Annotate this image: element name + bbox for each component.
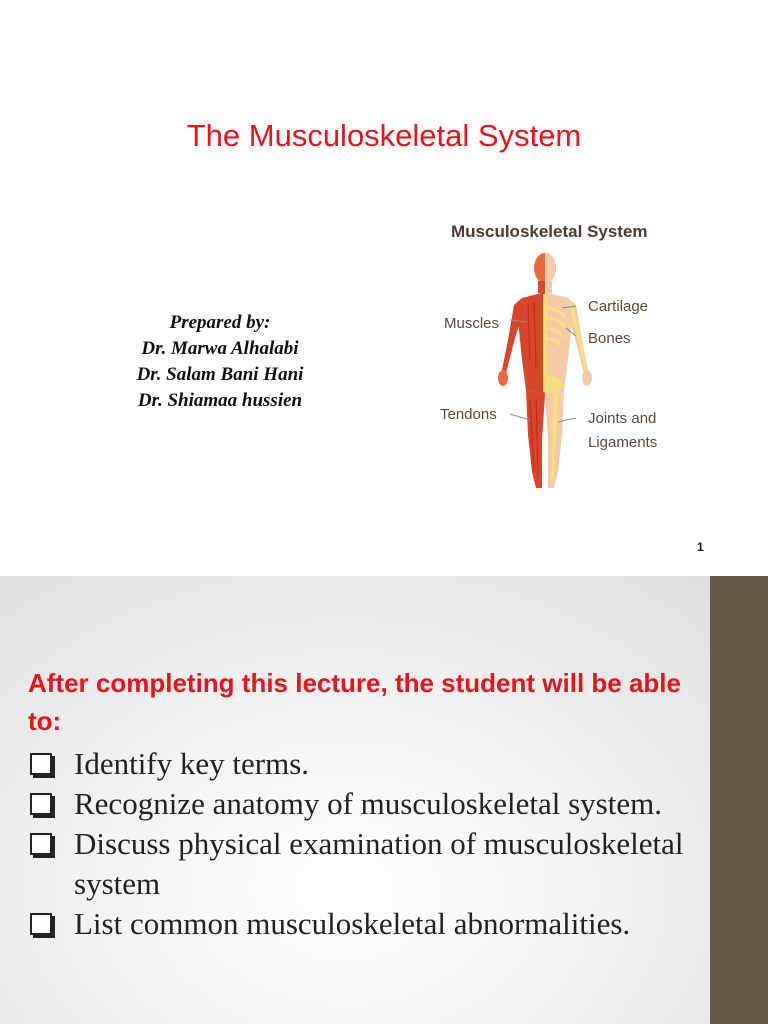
list-item: [28, 744, 688, 784]
label-cartilage: Cartilage: [588, 298, 649, 315]
slide-title: The Musculoskeletal System: [186, 118, 582, 153]
objectives-slide: [0, 576, 768, 1024]
author-1: Dr. Marwa Alhalabi: [141, 338, 299, 359]
label-joints-line1: Joints and: [588, 410, 657, 427]
body-illustration: [430, 210, 690, 500]
list-item-text: Discuss physical examination of musculoskeletal system: [74, 826, 684, 901]
figure-title: Musculoskeletal System: [451, 222, 648, 241]
list-item: [28, 824, 688, 904]
label-muscles: Muscles: [444, 315, 500, 332]
label-tendons: Tendons: [440, 406, 497, 423]
checkbox-bullet-icon: [30, 913, 52, 935]
objectives-heading: After completing this lecture, the student will be able to:: [28, 668, 681, 736]
checkbox-bullet-icon: [30, 833, 52, 855]
author-3: Dr. Shiamaa hussien: [137, 390, 303, 411]
list-item-text: Identify key terms.: [74, 746, 310, 781]
sidebar-accent: [710, 576, 768, 1024]
objectives-list: [28, 744, 688, 944]
musculoskeletal-figure: [430, 210, 690, 500]
list-item-text: List common musculoskeletal abnormalities.: [74, 906, 631, 941]
page-number: 1: [697, 540, 704, 554]
prepared-by-block: [100, 310, 340, 414]
prepared-by-label: Prepared by:: [169, 312, 271, 333]
label-joints-line2: Ligaments: [588, 434, 658, 451]
list-item-text: Recognize anatomy of musculoskeletal system.: [74, 786, 662, 821]
label-bones: Bones: [588, 330, 631, 347]
checkbox-bullet-icon: [30, 753, 52, 775]
list-item: [28, 904, 688, 944]
author-2: Dr. Salam Bani Hani: [136, 364, 304, 385]
list-item: [28, 784, 688, 824]
human-body-drawing: [498, 253, 592, 488]
checkbox-bullet-icon: [30, 793, 52, 815]
